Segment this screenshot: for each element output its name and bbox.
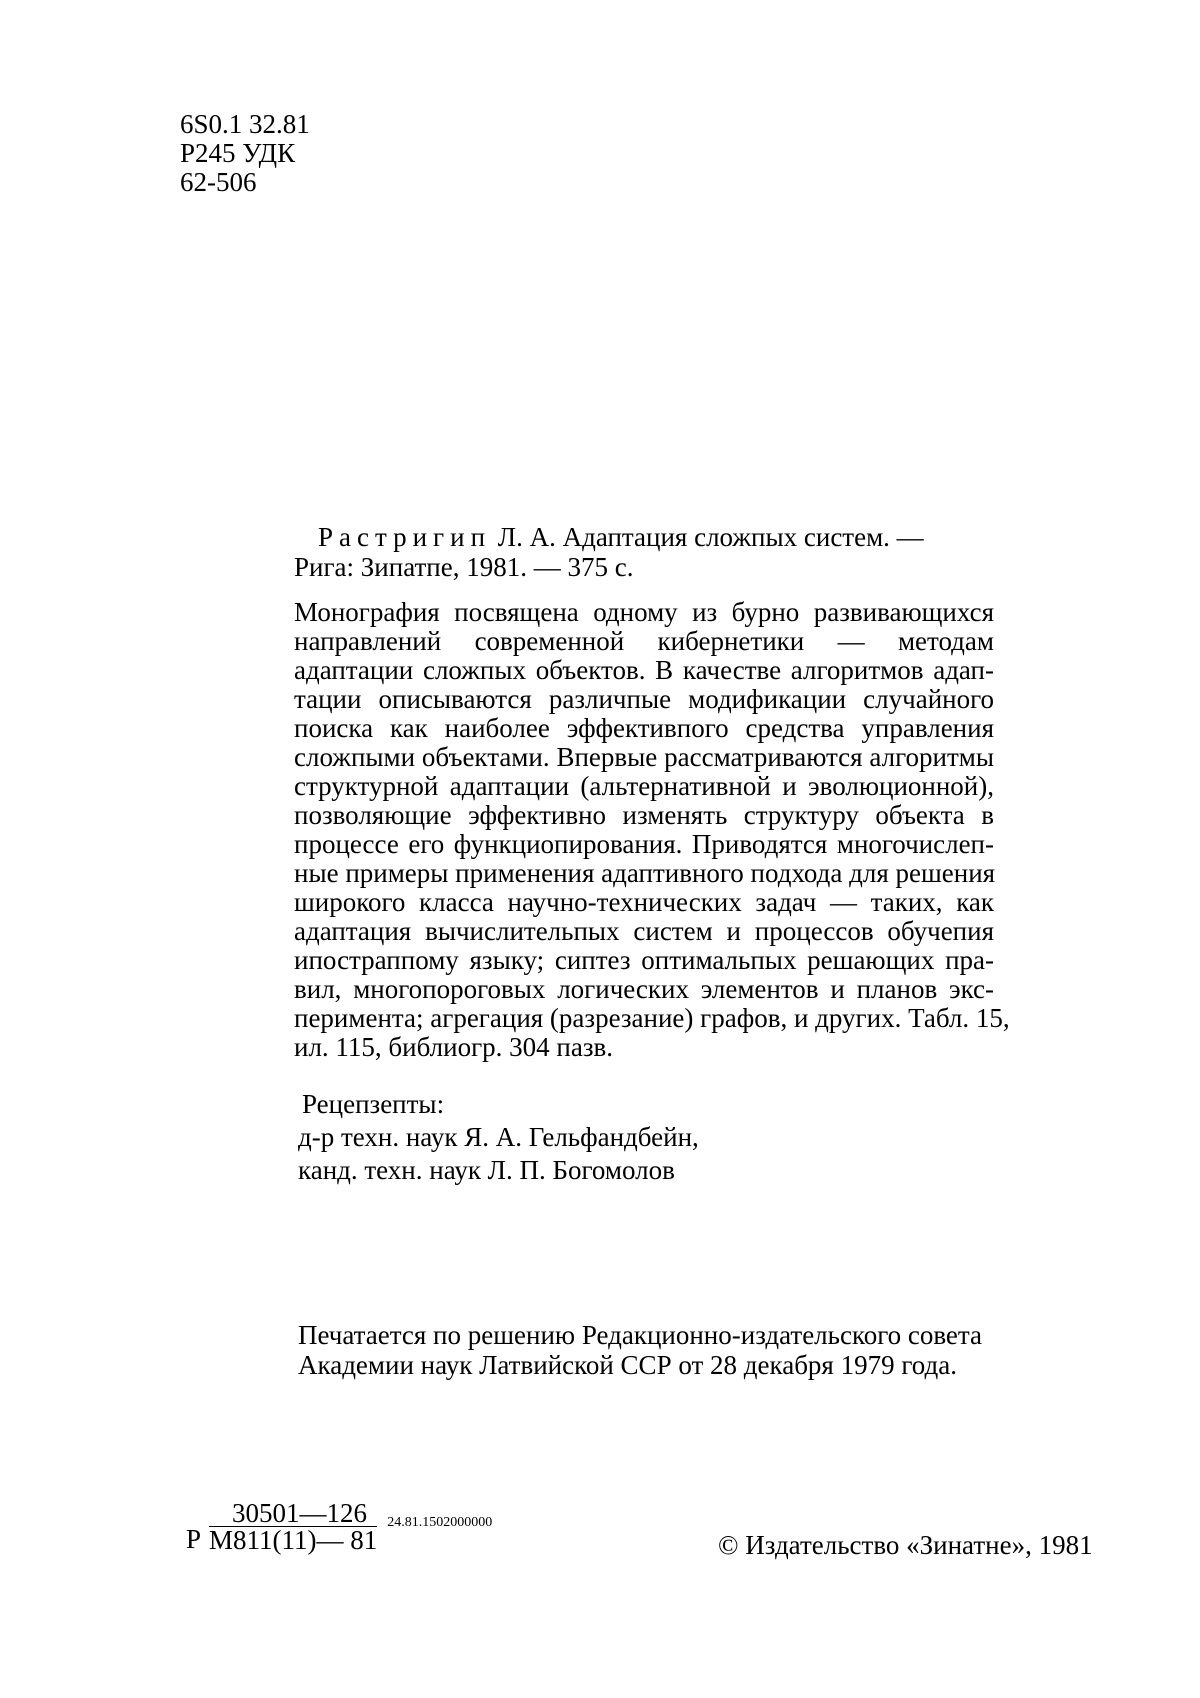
abstract-line: адаптация вычислительпых систем и процессов обучепия	[294, 916, 994, 946]
publication-code-prefix: Р	[186, 1524, 202, 1554]
abstract-line: тации описываются различпые модификации случайного	[294, 684, 994, 714]
abstract-line: адаптации сложпых объектов. В качестве алгоритмов адап-	[294, 655, 994, 685]
classification-codes	[180, 110, 310, 197]
copyright-notice: © Издательство «Зинатне», 1981	[718, 1530, 1093, 1560]
bibliographic-citation	[294, 522, 1004, 582]
reviewer-1: д-р техн. наук Я. А. Гельфандбейн,	[298, 1122, 699, 1152]
citation-line-1	[294, 522, 1004, 552]
citation-title: Л. А. Адаптация сложпых систем. —	[491, 522, 924, 552]
abstract-line: перимента; агрегация (разрезание) графов, и других. Табл. 15,	[294, 1003, 1010, 1033]
abstract-line: ные примеры применения адаптивного подхода для решения	[294, 858, 996, 888]
approval-line-2: Академии наук Латвийской ССР от 28 декабря 1979 года.	[298, 1350, 957, 1380]
citation-line-2: Рига: Зипатпе, 1981. — 375 с.	[294, 552, 634, 582]
abstract-line: ил. 115, библиогр. 304 пазв.	[294, 1032, 614, 1062]
classification-line-2: P245 УДК	[180, 138, 296, 168]
reviewers-heading: Рецепзепты:	[302, 1089, 445, 1119]
abstract-line: ипостраппому языку; сиптез оптимальпых решающих пра-	[294, 945, 994, 975]
abstract-line: поиска как наиболее эффективпого средства управления	[294, 713, 994, 743]
abstract-line: вил, многопороговых логических элементов и планов экс-	[294, 974, 994, 1004]
classification-line-3: 62-506	[180, 167, 257, 197]
approval-line-1: Печатается по решению Редакционно-издательского совета	[298, 1320, 983, 1350]
abstract-line: структурной адаптации (альтернативной и эволюционной),	[294, 771, 994, 801]
abstract-line: процессе его функциопирования. Приводятся многочислеп-	[294, 829, 994, 859]
publication-code-numerator: 30501—126	[232, 1498, 367, 1528]
abstract-line: сложпыми объектами. Впервые рассматриваются алгоритмы	[294, 742, 994, 772]
approval-note	[298, 1320, 982, 1380]
abstract-line: позволяющие эффективно изменять структуру объекта в	[294, 800, 994, 830]
abstract-line: широкого класса научно-технических задач — таких, как	[294, 887, 994, 917]
citation-author: Растригип	[318, 522, 492, 552]
abstract-line: направлений современной кибернетики — методам	[294, 626, 994, 656]
abstract-line: Монография посвящена одному из бурно развивающихся	[294, 597, 994, 627]
abstract-paragraph	[294, 597, 1010, 1062]
publication-code-suffix: 24.81.1502000000	[387, 1515, 493, 1530]
reviewer-2: канд. техн. наук Л. П. Богомолов	[298, 1155, 675, 1185]
classification-line-1: 6S0.1 32.81	[180, 109, 310, 139]
publication-code	[186, 1500, 492, 1553]
publication-code-denominator-row	[186, 1515, 493, 1555]
publication-code-denominator: М811(11)— 81	[209, 1525, 378, 1555]
reviewers-block	[298, 1088, 699, 1187]
